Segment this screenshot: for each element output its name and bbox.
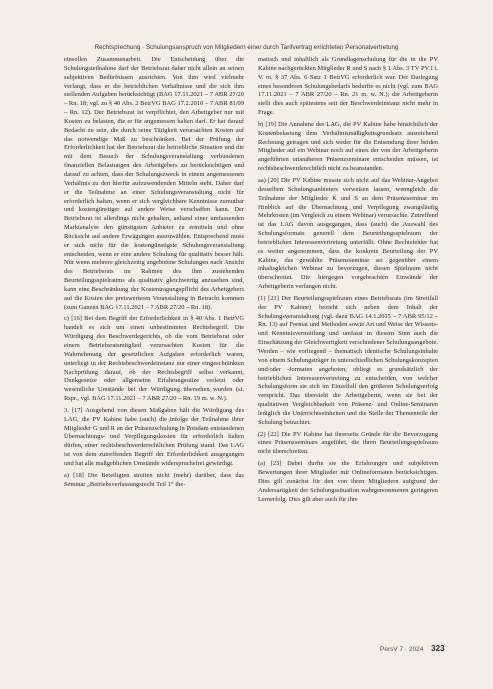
- running-header-text: Rechtsprechung · Schulungsanspruch von Mitgliedern einer durch Tarifvertrag errichteten Personalvertretung: [94, 44, 399, 51]
- journal-issue: PersV 7 · 2024: [380, 646, 424, 653]
- paragraph: c) [16] Bei dem Begriff der Erforderlichkeit in § 40 Abs. 1 BetrVG handelt es sich um einen unbestimmten Rechtsbegriff. Die Würdigung des Beschwerdegerichts, ob die vom Betriebsrat oder einem Betriebsratsmitglied verursachten Kosten für die Wahrnehmung der gesetzlichen Aufgaben erforderlich waren, unterliegt in der Rechtsbeschwerdeinstanz nur einer eingeschränkten Nachprüfung darauf, ob der Rechtsbegriff selbst verkannt, Denkgesetze oder allgemeine Erfahrungssätze verletzt oder wesentliche Umstände bei der Würdigung übersehen wurden (st. Rspr., vgl. BAG 17.11.2021 – 7 ABR 27/20 – Rn. 19 m. w. N.).: [64, 315, 244, 403]
- paragraph: (1) [21] Der Beurteilungsspielraum eines Betriebsrats (im Streitfall der PV Kabine) bezieht sich neben dem Inhalt der Schulungsveranstaltung (vgl. dazu BAG 14.1.2015 – 7 ABR 95/12 – Rn. 13) auf Format und Methoden sowie Art und Weise der Wissens- und Kenntnisvermittlung und umfasst in diesem Sinn auch die Einschätzung der Gleichwertigkeit verschiedener Schulungsangebote. Werden – wie vorliegend – thematisch identische Schulungsinhalte von einem Schulungsträger in unterschiedlichen Schulungskonzepten und/oder -formaten angeboten, obliegt es grundsätzlich der betrieblichen Interessenvertretung zu entscheiden, von welcher Schulungsform sie sich im Einzelfall den größeren Schulungserfolg verspricht. Das übersieht die Arbeitgeberin, wenn sie bei der qualitativen Vergleichbarkeit von Präsenz- und Online-Seminaren lediglich die Unterrichtseinheiten und die Stelle der Thementeile der Schulung betrachtet.: [258, 294, 439, 426]
- paragraph: (2) [22] Die PV Kabine hat ihrerseits Gründe für die Bevorzugung eines Präsenzseminars angeführt, die ihren Beurteilungsspielraum nicht überschreiten.: [258, 430, 438, 456]
- page-number: 323: [431, 644, 445, 653]
- paragraph: a) [18] Die Beteiligten streiten nicht (mehr) darüber, dass das Seminar „Betriebsverfassungsrecht Teil 1“ the-: [64, 471, 244, 488]
- running-header: [0, 44, 493, 51]
- left-column: [64, 56, 244, 493]
- paragraph: 3. [17] Ausgehend von diesen Maßgaben hält die Würdigung des LAG, die PV Kabine habe (auch) die infolge der Teilnahme ihrer Mitglieder G und R an der Präsenzschulung in Potsdam entstandenen Übernachtungs- und Verpflegungskosten für erforderlich halten dürfen, einer rechtsbeschwerderechtlichen Prüfung stand. Das LAG ist von dem zutreffenden Begriff der Erforderlichkeit ausgegangen und hat alle maßgeblichen Umstände widerspruchsfrei gewürdigt.: [64, 406, 244, 467]
- page-footer: [380, 644, 445, 653]
- paragraph: matisch und inhaltlich als Grundlagenschulung für die in die PV Kabine nachgerückten Mitglieder R und S nach § 1 Abs. 3 TV PV I i. V. m. § 37 Abs. 6 Satz 1 BetrVG erforderlich war. Der Darlegung eines besonderen Schulungsbedarfs bedurfte es nicht (vgl. zum BAG 17.11.2021 – 7 ABR 27/20 – Rn. 21 m. w. N.); die Arbeitgeberin stellt dies auch spätestens seit der Beschwerdeinstanz nicht mehr in Frage.: [258, 56, 438, 117]
- paragraph: (a) [23] Dabei durfte sie die Erfahrungen und subjektiven Bewertungen ihrer Mitglieder mit Onlineformaten berücksichtigen. Dies gilt zunächst für den von ihren Mitgliedern aufgrund der Andersartigkeit der Schulungssituation wahrgenommenen geringeren Lernerfolg. Dies gilt aber auch für ihre: [258, 460, 438, 503]
- right-column: [258, 56, 438, 507]
- paragraph: aa) [20] Die PV Kabine musste sich nicht auf das Webinar-Angebot desselben Schulungsanbieters verweisen lassen, wenngleich die Teilnahme der Mitglieder K und S an dem Präsenzseminar im Hinblick auf die Übernachtung und Verpflegung zwangsläufig Mehrkosten (im Vergleich zu einem Webinar) verursachte. Zutreffend ist das LAG davon ausgegangen, dass (auch) die Auswahl des Schulungsformats generell dem Beurteilungsspielraum der betrieblichen Interessenvertretung unterfällt. Ohne Rechtsfehler hat es weiter angenommen, dass die konkrete Beurteilung der PV Kabine, das gewählte Präsenzseminar sei gegenüber einem inhaltsgleichen Webinar zu bevorzugen, diesen Spielraum nicht überschreitet. Die hiergegen vorgebrachten Einwände der Arbeitgeberin verfangen nicht.: [258, 176, 438, 291]
- paragraph: einsollen Zusammenarbeit. Die Entscheidung über die Schulungsteilnahme darf der Betriebsrat daher nicht allein an seinen subjektiven Bedürfnissen ausrichten. Von ihm wird vielmehr verlangt, dass er die betrieblichen Verhältnisse und die sich ihm stellenden Aufgaben berücksichtigt (BAG 17.11.2021 – 7 ABR 27/20 – Rn. 18; vgl. zu § 40 Abs. 2 BetrVG BAG 17.2.2010 – 7 ABR 81/09 – Rn. 12). Der Betriebsrat ist verpflichtet, den Arbeitgeber nur mit Kosten zu belasten, die er für angemessen halten darf. Er hat darauf Bedacht zu sein, die durch seine Tätigkeit verursachten Kosten auf das notwendige Maß zu beschränken. Bei der Prüfung der Erforderlichkeit hat der Betriebsrat die betriebliche Situation und die mit dem Besuch der Schulungsveranstaltung verbundenen finanziellen Belastungen des Arbeitgebers zu berücksichtigen und darauf zu achten, dass der Schulungszweck in einem angemessenen Verhältnis zu den hierfür aufzuwendenden Mitteln steht. Daher darf er die Teilnahme an einer Schulungsveranstaltung nicht für erforderlich halten, wenn er sich vergleichbare Kenntnisse zumutbar und kostengünstiger auf andere Weise verschaffen kann. Der Betriebsrat ist allerdings nicht gehalten, anhand einer umfassenden Marktanalyse den günstigsten Anbieter zu ermitteln und ohne Rücksicht auf andere Erwägungen auszuwählen. Entsprechend muss er sich nicht für die kostengünstigste Schulungsveranstaltung entscheiden, wenn er eine andere Schulung für qualitativ besser hält. Nur wenn mehrere gleichzeitig angebotene Schulungen nach Ansicht des Betriebsrats im Rahmen des ihm zustehenden Beurteilungsspielraums als qualitativ gleichwertig anzusehen sind, kann eine Beschränkung der Kostentragungspflicht des Arbeitgebers auf die Kosten der preiswerteren Veranstaltung in Betracht kommen (zum Ganzen BAG 17.11.2021 – 7 ABR 27/20 – Rn. 18).: [64, 56, 244, 311]
- paragraph: b) [19] Die Annahme des LAG, die PV Kabine habe hinsichtlich der Kostenbelastung dem Verhältnismäßigkeitsgrundsatz ausreichend Rechnung getragen und sich weder für die Entsendung ihrer beiden Mitglieder auf ein Webinar noch auf eines der von der Arbeitgeberin angeführten ortsnäheren Präsenzseminare entscheiden müssen, ist rechtsbeschwerderechtlich nicht zu beanstanden.: [258, 120, 438, 173]
